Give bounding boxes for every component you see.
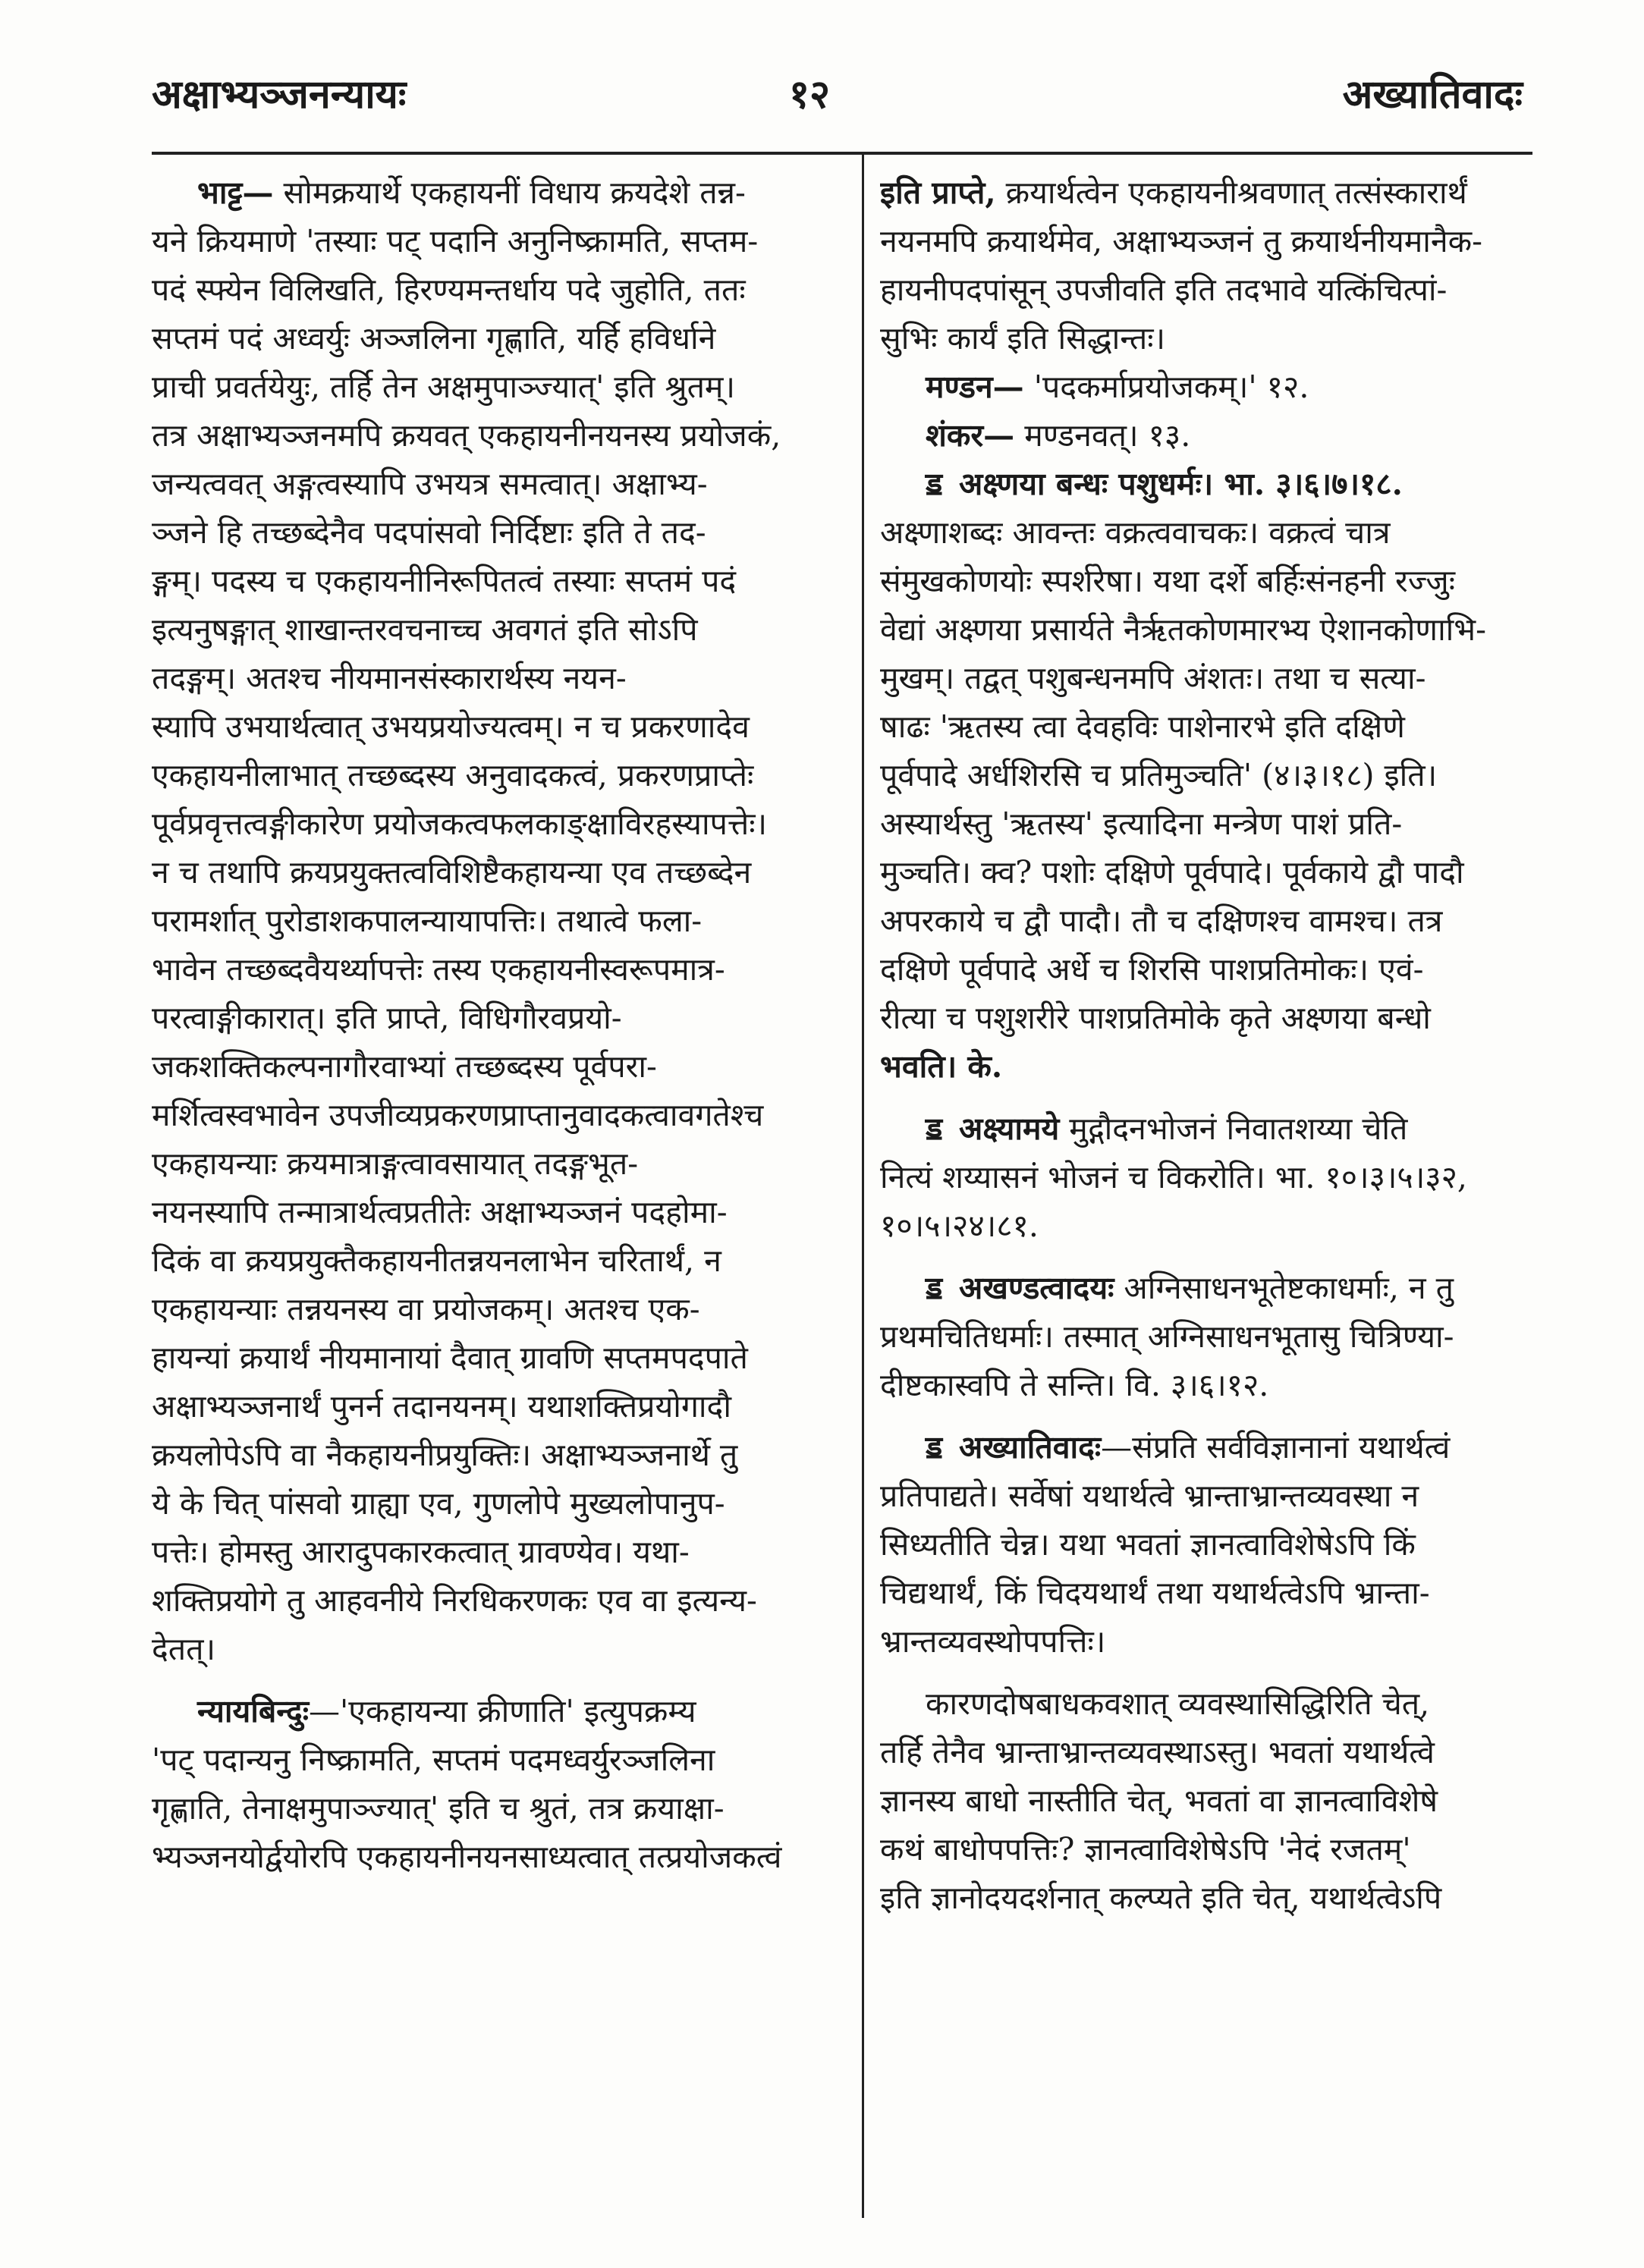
text-line: परत्वाङ्गीकारात्। इति प्राप्ते, विधिगौरवप्रयो-: [152, 1000, 622, 1036]
running-head-right: अख्यातिवादः: [1342, 71, 1523, 118]
text-line: चिद्यथार्थं, किं चिदयथार्थं तथा यथार्थत्वेऽपि भ्रान्ता-: [880, 1575, 1430, 1611]
page-number: १२: [789, 71, 831, 118]
text-line: नयनस्यापि तन्मात्रार्थत्वप्रतीतेः अक्षाभ्यञ्जनं पदहोमा-: [152, 1194, 728, 1230]
text-line: कथं बाधोपपत्तिः? ज्ञानत्वाविशेषेऽपि 'नेदं रजतम्': [880, 1831, 1411, 1867]
text-line: जकशक्तिकल्पनागौरवाभ्यां तच्छब्दस्य पूर्वपरा-: [152, 1048, 657, 1085]
text-line: इत्यनुषङ्गात् शाखान्तरवचनाच्च अवगतं इति सोऽपि: [152, 611, 698, 648]
column-divider: [862, 155, 864, 2218]
text-line: परामर्शात् पुरोडाशकपालन्यायापत्तिः। तथात्वे फला-: [152, 903, 703, 939]
text-line: भ्यञ्जनयोर्द्वयोरपि एकहायनीनयनसाध्यत्वात् तत्प्रयोजकत्वं: [152, 1839, 782, 1875]
entry-heading-akhandatva: अखण्डत्वादयः: [959, 1270, 1114, 1306]
text-line: भ्रान्तव्यवस्थोपपत्तिः।: [880, 1623, 1106, 1660]
text-line: सिध्यतीति चेन्न। यथा भवतां ज्ञानत्वाविशेषेऽपि किं: [880, 1526, 1416, 1563]
entry-heading-akhyativada: अख्यातिवादः: [959, 1429, 1102, 1465]
text-line: भाट्ट— सोमक्रयार्थे एकहायनीं विधाय क्रयदेशे तन्न-: [197, 174, 746, 211]
text-line: भवति। के.: [880, 1048, 1003, 1085]
text-line: वेद्यां अक्ष्णया प्रसार्यते नैर्ऋतकोणमारभ्य ऐशानकोणाभि-: [880, 611, 1486, 648]
entry-heading-akshnaya: अक्ष्णया बन्धः पशुधर्मः। भा. ३।६।७।१८.: [959, 466, 1403, 502]
entry-label-mandana: मण्डन—: [926, 369, 1024, 405]
text-line: पूर्वपादे अर्धशिरसि च प्रतिमुञ्चति' (४।३।१८) इति।: [880, 757, 1438, 793]
text-line: प्राची प्रवर्तयेयुः, तर्हि तेन अक्षमुपाञ्ज्यात्' इति श्रुतम्।: [152, 369, 735, 405]
entry-heading-akshyamaye: अक्ष्यामये: [959, 1110, 1060, 1147]
text-line: तर्हि तेनैव भ्रान्ताभ्रान्तव्यवस्थाऽस्तु। भवतां यथार्थत्वे: [880, 1734, 1435, 1770]
text-line: न च तथापि क्रयप्रयुक्तत्वविशिष्टैकहायन्या एव तच्छब्देन: [152, 854, 752, 891]
text-line: शंकर— मण्डनवत्। १३.: [926, 417, 1191, 454]
entry-label-shankara: शंकर—: [926, 417, 1015, 454]
text-line: ङ्गम्। पदस्य च एकहायनीनिरूपितत्वं तस्याः सप्तमं पदं: [152, 563, 737, 599]
text-line: 'पट् पदान्यनु निष्क्रामति, सप्तमं पदमध्वर्युरञ्जलिना: [152, 1742, 715, 1778]
text-line: दिकं वा क्रयप्रयुक्तैकहायनीतन्नयनलाभेन चरितार्थं, न: [152, 1242, 721, 1279]
text-line: मण्डन— 'पदकर्माप्रयोजकम्।' १२.: [926, 369, 1309, 405]
text-line: गृह्णाति, तेनाक्षमुपाञ्ज्यात्' इति च श्रुतं, तत्र क्रयाक्षा-: [152, 1790, 725, 1827]
text-line: अस्यार्थस्तु 'ऋतस्य' इत्यादिना मन्त्रेण पाशं प्रति-: [880, 806, 1403, 842]
left-column: [152, 168, 819, 1881]
text-line: प्रतिपाद्यते। सर्वेषां यथार्थत्वे भ्रान्ताभ्रान्तव्यवस्था न: [880, 1478, 1419, 1514]
text-line: १०।५।२४।८१.: [880, 1208, 1039, 1244]
text-line: ञ्जने हि तच्छब्देनैव पदपांसवो निर्दिष्टाः इति ते तद-: [152, 514, 706, 551]
text-line: मुखम्। तद्वत् पशुबन्धनमपि अंशतः। तथा च सत्या-: [880, 660, 1426, 696]
entry-label-bhatta: भाट्ट—: [197, 174, 274, 211]
text-line: रीत्या च पशुशरीरे पाशप्रतिमोके कृते अक्ष्णया बन्धो: [880, 1000, 1431, 1036]
text-line: ॾ अक्ष्यामये मुद्गौदनभोजनं निवातशय्या चेति: [880, 1104, 1532, 1153]
text-line: हायनीपदपांसून् उपजीवति इति तदभावे यत्किंचित्पां-: [880, 272, 1448, 308]
text-line: पदं स्फ्येन विलिखति, हिरण्यमन्तर्धाय पदे जुहोति, ततः: [152, 272, 746, 308]
text-line: ॾ अखण्डत्वादयः अग्निसाधनभूतेष्टकाधर्माः, न तु: [880, 1264, 1532, 1312]
text-line: नित्यं शय्यासनं भोजनं च विकरोति। भा. १०।३।५।३२,: [880, 1159, 1467, 1195]
entry-marker-icon: ॾ: [926, 1270, 943, 1306]
text-line: मुञ्चति। क्व? पशोः दक्षिणे पूर्वपादे। पूर्वकाये द्वौ पादौ: [880, 854, 1464, 891]
text-line: तदङ्गम्। अतश्च नीयमानसंस्कारार्थस्य नयन-: [152, 660, 627, 696]
text-line: षाढः 'ऋतस्य त्वा देवहविः पाशेनारभे इति दक्षिणे: [880, 708, 1405, 745]
text-line: संमुखकोणयोः स्पर्शरेषा। यथा दर्शे बर्हिःसंनहनी रज्जुः: [880, 563, 1455, 599]
entry-marker-icon: ॾ: [926, 1110, 943, 1147]
text-line: सुभिः कार्यं इति सिद्धान्तः।: [880, 320, 1166, 357]
text-line: पत्तेः। होमस्तु आरादुपकारकत्वात् ग्रावण्येव। यथा-: [152, 1534, 690, 1570]
text-line: देतत्।: [152, 1631, 216, 1667]
text-line: तत्र अक्षाभ्यञ्जनमपि क्रयवत् एकहायनीनयनस्य प्रयोजकं,: [152, 417, 781, 454]
text-line: यने क्रियमाणे 'तस्याः पट् पदानि अनुनिष्क्रामति, सप्तम-: [152, 223, 759, 259]
text-line: दीष्टकास्वपि ते सन्ति। वि. ३।६।१२.: [880, 1367, 1269, 1403]
text-line: ॾ अख्यातिवादः—संप्रति सर्वविज्ञानानां यथार्थत्वं: [880, 1423, 1532, 1472]
text-line: अपरकाये च द्वौ पादौ। तौ च दक्षिणश्च वामश्च। तत्र: [880, 903, 1443, 939]
text-line: ये के चित् पांसवो ग्राह्या एव, गुणलोपे मुख्यलोपानुप-: [152, 1485, 725, 1522]
text-line: कारणदोषबाधकवशात् व्यवस्थासिद्धिरिति चेत्,: [926, 1685, 1430, 1722]
text-line: सप्तमं पदं अध्वर्युः अञ्जलिना गृह्णाति, यर्हि हविर्धाने: [152, 320, 716, 357]
entry-marker-icon: ॾ: [926, 1429, 943, 1465]
text-line: पूर्वप्रवृत्तत्वङ्गीकारेण प्रयोजकत्वफलकाङ्क्षाविरहस्यापत्तेः।: [152, 806, 768, 842]
right-column: [880, 168, 1532, 1922]
text-line: अक्ष्णाशब्दः आवन्तः वक्रत्ववाचकः। वक्रत्वं चात्र: [880, 514, 1391, 551]
text-line: प्रथमचितिधर्माः। तस्मात् अग्निसाधनभूतासु चित्रिण्या-: [880, 1318, 1454, 1355]
text-line: स्यापि उभयार्थत्वात् उभयप्रयोज्यत्वम्। न च प्रकरणादेव: [152, 708, 750, 745]
text-line: इति ज्ञानोदयदर्शनात् कल्प्यते इति चेत्, यथार्थत्वेऽपि: [880, 1880, 1442, 1916]
entry-label-nyayabindu: न्यायबिन्दुः: [197, 1693, 310, 1729]
text-line: एकहायन्याः क्रयमात्राङ्गत्वावसायात् तदङ्गभूत-: [152, 1145, 639, 1182]
running-head-left: अक्षाभ्यञ्जनन्यायः: [152, 71, 407, 118]
text-line: एकहायनीलाभात् तच्छब्दस्य अनुवादकत्वं, प्रकरणप्राप्तेः: [152, 757, 754, 793]
text-line: मर्शित्वस्वभावेन उपजीव्यप्रकरणप्राप्तानुवादकत्वावगतेश्च: [152, 1097, 764, 1133]
text-line: हायन्यां क्रयार्थं नीयमानायां दैवात् ग्रावणि सप्तमपदपाते: [152, 1340, 748, 1376]
text-line: शक्तिप्रयोगे तु आहवनीये निरधिकरणकः एव वा इत्यन्य-: [152, 1582, 757, 1619]
text-line: भावेन तच्छब्दवैयर्थ्यापत्तेः तस्य एकहायनीस्वरूपमात्र-: [152, 951, 725, 988]
text-line: अक्षाभ्यञ्जनार्थं पुनर्न तदानयनम्। यथाशक्तिप्रयोगादौ: [152, 1388, 731, 1425]
text-line: एकहायन्याः तन्नयनस्य वा प्रयोजकम्। अतश्च एक-: [152, 1291, 700, 1327]
text-line: ज्ञानस्य बाधो नास्तीति चेत्, भवतां वा ज्ञानत्वाविशेषे: [880, 1783, 1438, 1819]
header-rule: [152, 152, 1532, 155]
text-line: दक्षिणे पूर्वपादे अर्धे च शिरसि पाशप्रतिमोकः। एवं-: [880, 951, 1424, 988]
text-line: [880, 460, 1532, 508]
text-line: जन्यत्ववत् अङ्गत्वस्यापि उभयत्र समत्वात्। अक्षाभ्य-: [152, 466, 708, 502]
text-line: न्यायबिन्दुः—'एकहायन्या क्रीणाति' इत्युपक्रम्य: [197, 1693, 696, 1729]
text-line: इति प्राप्ते, क्रयार्थत्वेन एकहायनीश्रवणात् तत्संस्कारार्थं: [880, 174, 1467, 211]
text-line: क्रयलोपेऽपि वा नैकहायनीप्रयुक्तिः। अक्षाभ्यञ्जनार्थे तु: [152, 1437, 738, 1473]
entry-marker-icon: ॾ: [926, 466, 943, 502]
text-line: नयनमपि क्रयार्थमेव, अक्षाभ्यञ्जनं तु क्रयार्थनीयमानैक-: [880, 223, 1482, 259]
